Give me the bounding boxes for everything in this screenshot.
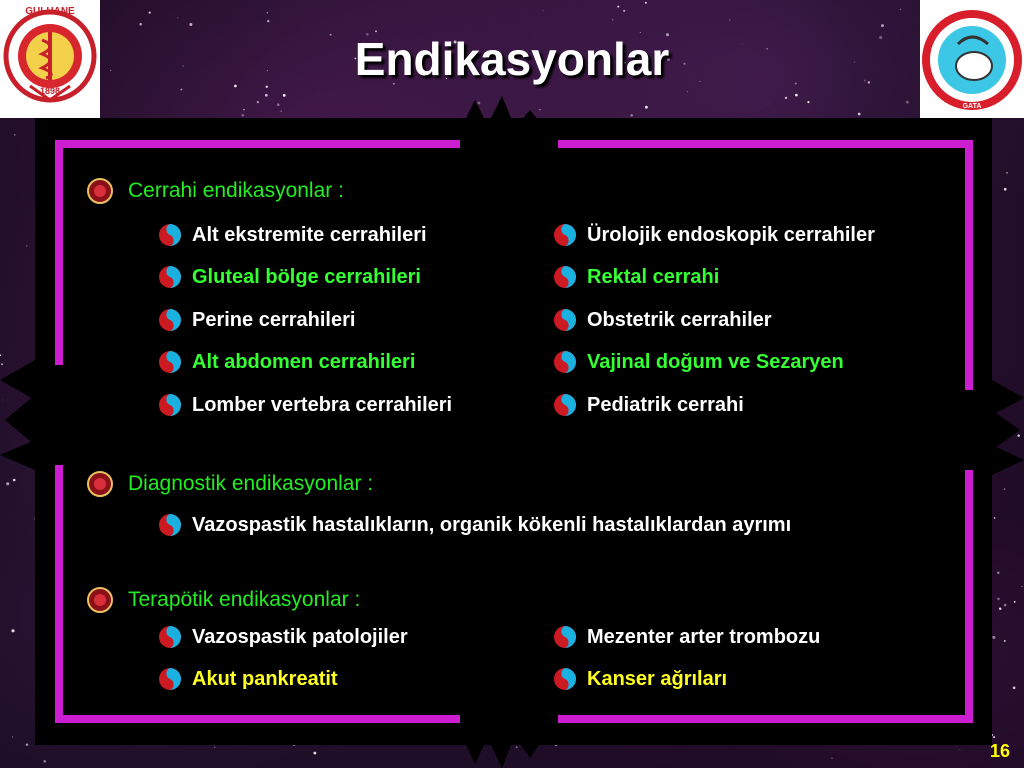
item-bullet-icon	[158, 265, 182, 289]
item-label: Obstetrik cerrahiler	[587, 308, 772, 331]
list-item	[553, 350, 844, 374]
item-bullet-icon	[553, 625, 577, 649]
list-item	[553, 393, 744, 417]
slide-title: Endikasyonlar	[354, 33, 670, 85]
item-label: Lomber vertebra cerrahileri	[192, 393, 453, 416]
logo-year: 1898	[39, 86, 61, 96]
section-label: Diagnostik endikasyonlar :	[128, 472, 374, 495]
item-label: Vajinal doğum ve Sezaryen	[587, 350, 844, 373]
list-item	[553, 308, 772, 332]
item-bullet-icon	[553, 265, 577, 289]
item-label: Alt abdomen cerrahileri	[192, 350, 416, 373]
section-bullet-icon	[86, 177, 114, 205]
section-bullet-icon	[86, 586, 114, 614]
item-label: Gluteal bölge cerrahileri	[192, 265, 421, 288]
item-label: Vazospastik patolojiler	[192, 625, 408, 648]
item-bullet-icon	[158, 667, 182, 691]
item-label: Kanser ağrıları	[587, 667, 728, 690]
item-bullet-icon	[553, 667, 577, 691]
logo-gata-text: GATA	[962, 103, 982, 110]
item-bullet-icon	[553, 393, 577, 417]
list-item	[158, 667, 338, 691]
item-bullet-icon	[158, 513, 182, 537]
list-item	[158, 393, 452, 417]
list-item	[553, 223, 875, 247]
logo-text-top: GULHANE	[25, 6, 75, 17]
section-diagnostik	[86, 470, 373, 498]
item-label: Rektal cerrahi	[587, 265, 720, 288]
item-bullet-icon	[158, 625, 182, 649]
section-bullet-icon	[86, 470, 114, 498]
item-bullet-icon	[553, 223, 577, 247]
list-item	[158, 513, 791, 537]
item-label: Vazospastik hastalıkların, organik kökenli hastalıklardan ayrımı	[192, 513, 792, 536]
item-bullet-icon	[158, 350, 182, 374]
item-bullet-icon	[158, 393, 182, 417]
section-cerrahi	[86, 177, 344, 205]
section-label: Cerrahi endikasyonlar :	[128, 179, 344, 202]
list-item	[158, 265, 421, 289]
section-label: Terapötik endikasyonlar :	[128, 588, 361, 611]
item-label: Alt ekstremite cerrahileri	[192, 223, 427, 246]
list-item	[158, 350, 415, 374]
item-bullet-icon	[553, 350, 577, 374]
list-item	[553, 625, 820, 649]
list-item	[553, 265, 719, 289]
item-label: Ürolojik endoskopik cerrahiler	[587, 223, 875, 246]
list-item	[158, 625, 408, 649]
list-item	[158, 308, 355, 332]
item-bullet-icon	[553, 308, 577, 332]
item-label: Akut pankreatit	[192, 667, 338, 690]
section-terapotik	[86, 586, 360, 614]
item-bullet-icon	[158, 308, 182, 332]
page-number: 16	[990, 741, 1011, 761]
item-bullet-icon	[158, 223, 182, 247]
item-label: Mezenter arter trombozu	[587, 625, 821, 648]
item-label: Perine cerrahileri	[192, 308, 356, 331]
list-item	[158, 223, 427, 247]
item-label: Pediatrik cerrahi	[587, 393, 744, 416]
list-item	[553, 667, 727, 691]
